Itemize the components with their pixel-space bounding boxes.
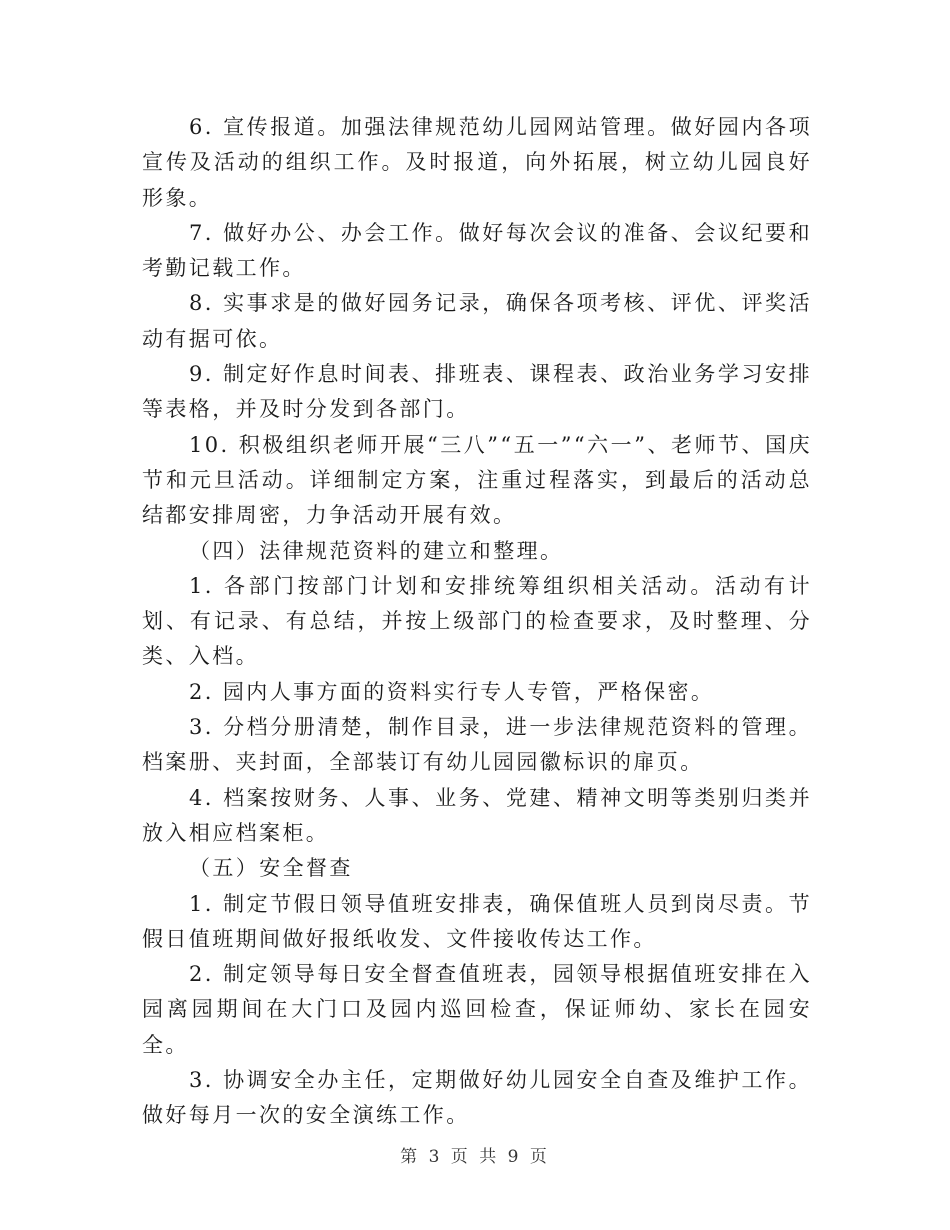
paragraph-archives-4: 4. 档案按财务、人事、业务、党建、精神文明等类别归类并放入相应档案柜。	[142, 785, 812, 845]
paragraph-publicity: 6. 宣传报道。加强法律规范幼儿园网站管理。做好园内各项宣传及活动的组织工作。及时报道，向外拓展，树立幼儿园良好形象。	[142, 115, 812, 210]
paragraph-archives-1: 1. 各部门按部门计划和安排统筹组织相关活动。活动有计划、有记录、有总结，并按上级部门的检查要求，及时整理、分类、入档。	[142, 573, 812, 669]
paragraph-safety-1: 1. 制定节假日领导值班安排表，确保值班人员到岗尽责。节假日值班期间做好报纸收发、文件接收传达工作。	[142, 891, 812, 951]
paragraph-archives-3: 3. 分档分册清楚，制作目录，进一步法律规范资料的管理。档案册、夹封面，全部装订有幼儿园园徽标识的扉页。	[142, 715, 812, 775]
section-heading-archives: （四）法律规范资料的建立和整理。	[189, 538, 564, 563]
paragraph-records: 8. 实事求是的做好园务记录，确保各项考核、评优、评奖活动有据可依。	[142, 291, 812, 351]
paragraph-safety-3: 3. 协调安全办主任，定期做好幼儿园安全自查及维护工作。做好每月一次的安全演练工作。	[142, 1068, 812, 1128]
paragraph-archives-2: 2. 园内人事方面的资料实行专人专管，严格保密。	[189, 679, 715, 704]
paragraph-festival-activities: 10. 积极组织老师开展“三八”“五一”“六一”、老师节、国庆节和元旦活动。详细制定方案，注重过程落实，到最后的活动总结都安排周密，力争活动开展有效。	[142, 432, 812, 528]
document-body	[142, 110, 812, 1134]
paragraph-office-meetings: 7. 做好办公、办会工作。做好每次会议的准备、会议纪要和考勤记载工作。	[142, 220, 812, 281]
paragraph-safety-2: 2. 制定领导每日安全督查值班表，园领导根据值班安排在入园离园期间在大门口及园内巡回检查，保证师幼、家长在园安全。	[142, 962, 812, 1057]
paragraph-schedules: 9. 制定好作息时间表、排班表、课程表、政治业务学习安排等表格，并及时分发到各部门。	[142, 362, 812, 422]
section-heading-safety: （五）安全督查	[189, 856, 353, 881]
page-number: 第 3 页 共 9 页	[400, 1147, 550, 1167]
